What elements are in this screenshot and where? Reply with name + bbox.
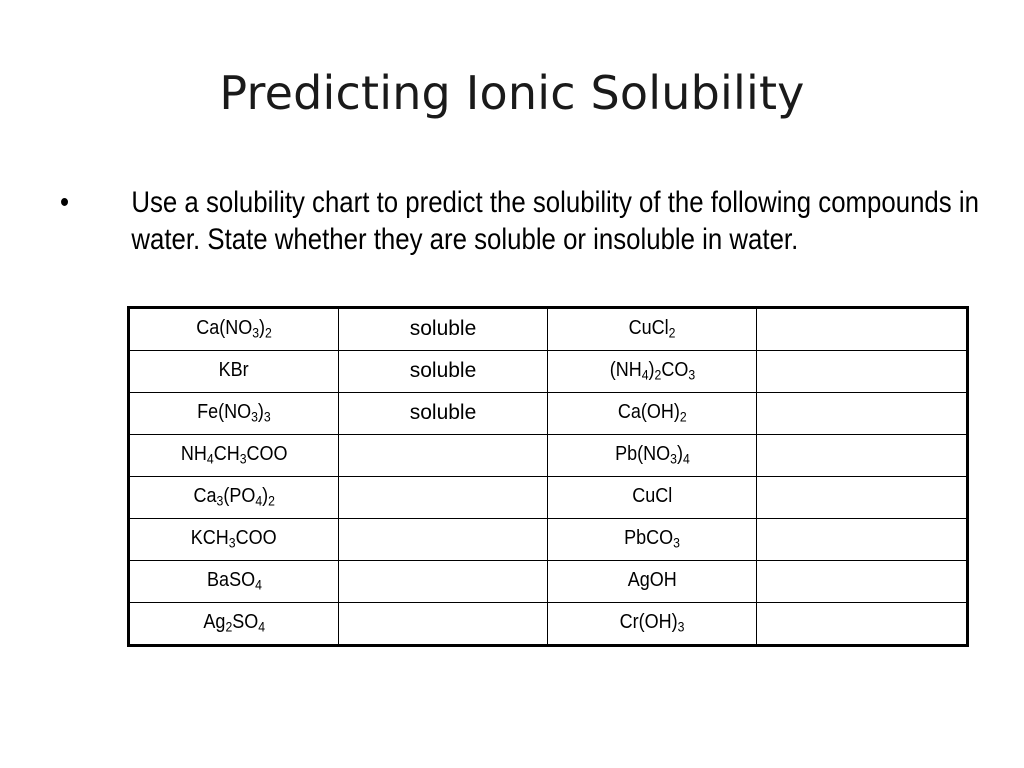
answer-cell-right[interactable] (757, 477, 968, 519)
bullet-point: • (60, 186, 70, 219)
formula-text: $KCH_3COO$ (191, 527, 277, 551)
formula-text: BaSO$_4$ (206, 569, 262, 593)
compound-cell-right (548, 561, 757, 603)
formula-text: $Ca_3(PO_4)_2$ (193, 485, 275, 509)
table-row (129, 603, 968, 646)
formula-text: $Ca(NO_3)_2$ (196, 317, 272, 341)
answer-cell-left[interactable] (339, 308, 548, 351)
table-row (129, 393, 968, 435)
formula-text: $(NH_4)_2CO_3$ (609, 359, 695, 383)
table-row (129, 308, 968, 351)
answer-text: soluble (409, 359, 477, 382)
compound-cell-right (548, 393, 757, 435)
compound-cell-right (548, 477, 757, 519)
formula-text: AgOH (627, 569, 677, 591)
solubility-table-body (129, 308, 968, 646)
formula-text: $Pb(NO_3)_4$ (614, 443, 690, 467)
compound-cell-left (129, 561, 339, 603)
formula-text: PbCO$_3$ (624, 527, 680, 551)
answer-cell-left[interactable] (339, 393, 548, 435)
formula-text: CuCl (631, 485, 672, 507)
answer-cell-left[interactable] (339, 477, 548, 519)
answer-text: soluble (409, 317, 477, 340)
instruction-text: Use a solubility chart to predict the solubility of the following compounds in water. State whether they are soluble or insoluble in water. (131, 186, 979, 256)
compound-cell-right (548, 435, 757, 477)
compound-cell-left (129, 603, 339, 646)
answer-cell-right[interactable] (757, 308, 968, 351)
compound-cell-right (548, 308, 757, 351)
answer-cell-left[interactable] (339, 519, 548, 561)
compound-cell-left (129, 435, 339, 477)
formula-text: KBr (218, 359, 250, 381)
answer-cell-right[interactable] (757, 351, 968, 393)
answer-text: soluble (409, 401, 477, 424)
compound-cell-left (129, 477, 339, 519)
compound-cell-left (129, 393, 339, 435)
formula-text: $Cr(OH)_3$ (619, 611, 685, 635)
table-row (129, 561, 968, 603)
slide-title: Predicting Ionic Solubility (219, 66, 805, 120)
answer-cell-left[interactable] (339, 351, 548, 393)
formula-text: CuCl$_2$ (628, 317, 676, 341)
formula-text: $Ag_2SO_4$ (203, 611, 265, 635)
compound-cell-right (548, 603, 757, 646)
answer-cell-left[interactable] (339, 561, 548, 603)
answer-cell-left[interactable] (339, 435, 548, 477)
table-row (129, 435, 968, 477)
compound-cell-left (129, 308, 339, 351)
formula-text: $Ca(OH)_2$ (617, 401, 687, 425)
table-row (129, 477, 968, 519)
table-row (129, 519, 968, 561)
formula-text: $Fe(NO_3)_3$ (197, 401, 271, 425)
answer-cell-right[interactable] (757, 435, 968, 477)
compound-cell-left (129, 351, 339, 393)
answer-cell-right[interactable] (757, 561, 968, 603)
table-row (129, 351, 968, 393)
answer-cell-right[interactable] (757, 393, 968, 435)
formula-text: $NH_4CH_3COO$ (180, 443, 288, 467)
answer-cell-right[interactable] (757, 519, 968, 561)
solubility-table (127, 306, 969, 647)
answer-cell-left[interactable] (339, 603, 548, 646)
compound-cell-right (548, 519, 757, 561)
compound-cell-left (129, 519, 339, 561)
answer-cell-right[interactable] (757, 603, 968, 646)
compound-cell-right (548, 351, 757, 393)
